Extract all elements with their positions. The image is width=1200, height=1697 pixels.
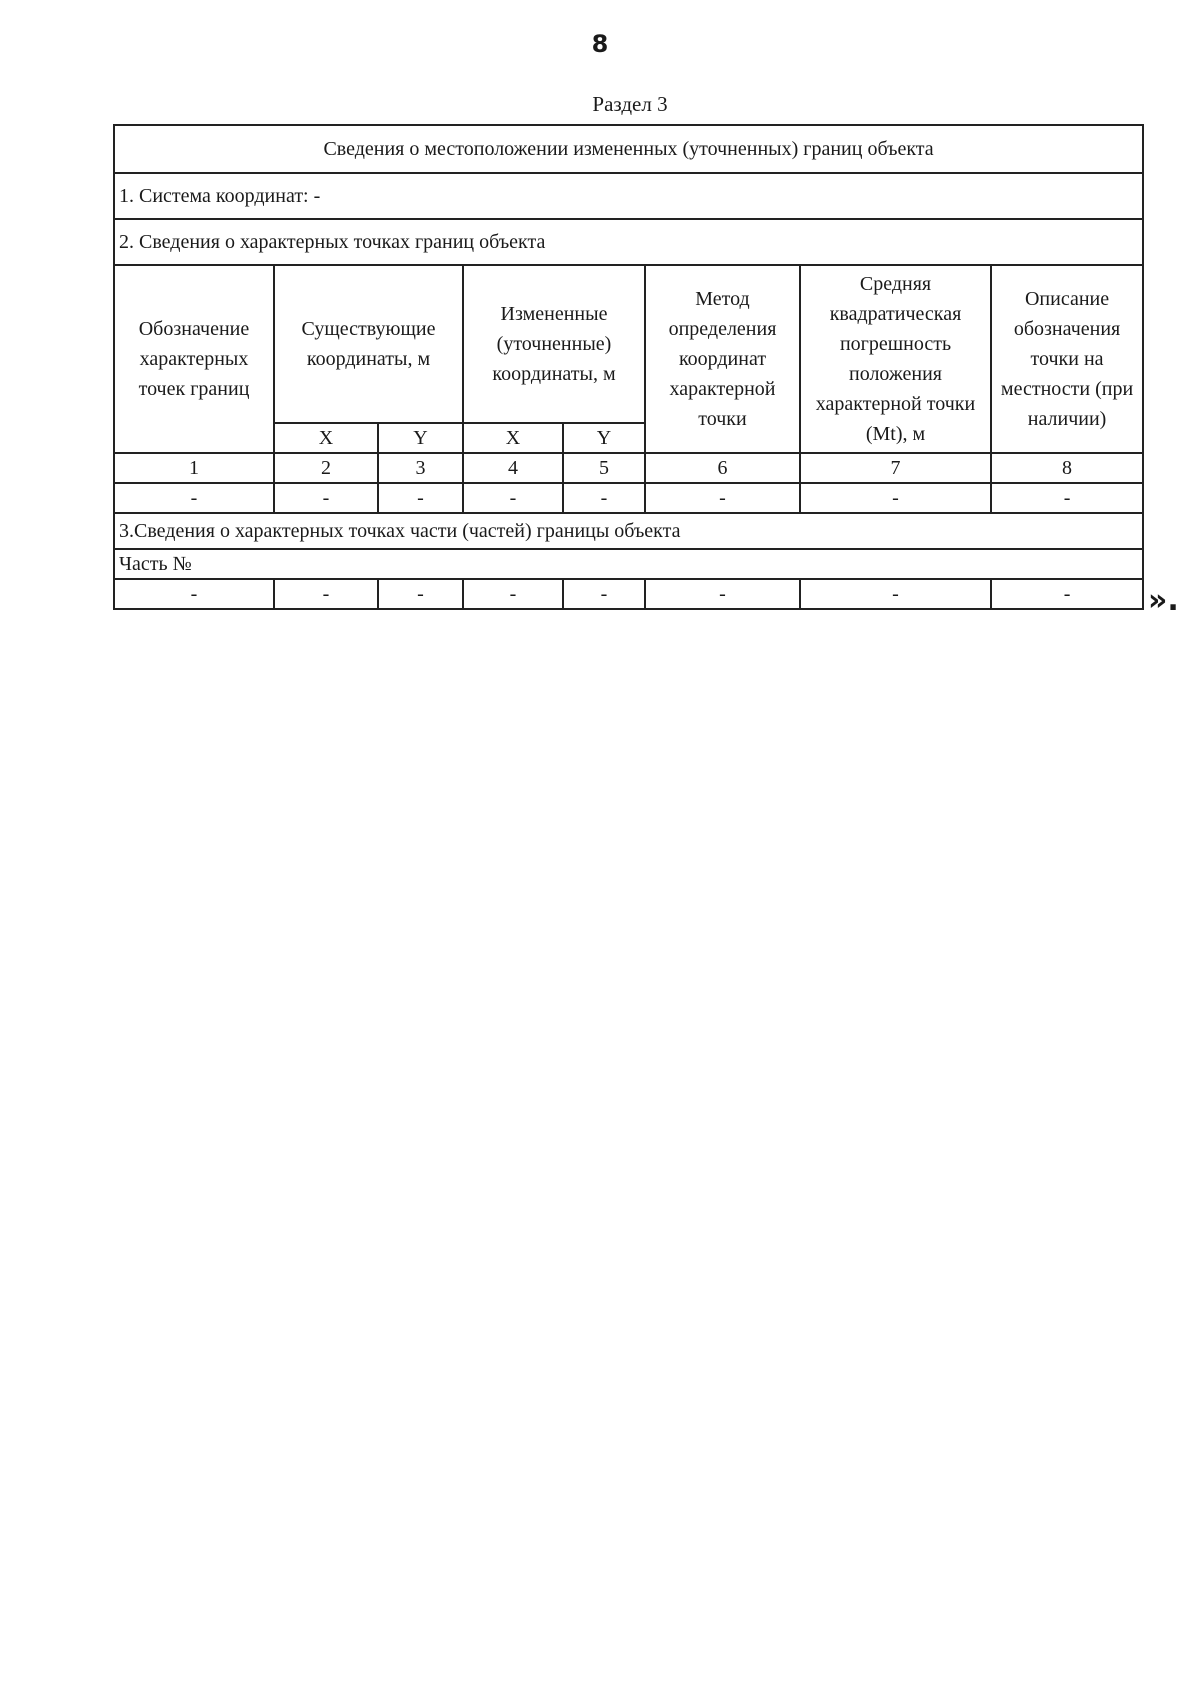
section-label: Раздел 3	[592, 92, 668, 116]
table-cell: -	[114, 483, 274, 513]
column-number: 3	[378, 453, 463, 483]
header-existing-x: X	[274, 423, 378, 453]
table-cell: -	[645, 483, 800, 513]
column-number: 8	[991, 453, 1143, 483]
table-cell: -	[563, 483, 645, 513]
table-cell: -	[378, 579, 463, 609]
table-title-row	[114, 125, 1143, 173]
part-number-label: Часть №	[114, 549, 1143, 579]
coordinate-system-row	[114, 173, 1143, 219]
parts-heading-row	[114, 513, 1143, 549]
points-heading-row	[114, 219, 1143, 265]
table-cell: -	[800, 579, 991, 609]
header-method: Метод определения координат характерной точки	[645, 265, 800, 453]
coordinate-system: 1. Система координат: -	[114, 173, 1143, 219]
table-cell: -	[114, 579, 274, 609]
header-mean-error: Средняя квадратическая погрешность положения характерной точки (Mt), м	[800, 265, 991, 453]
table-cell: -	[463, 483, 563, 513]
table-cell: -	[991, 579, 1143, 609]
header-row	[114, 265, 1143, 423]
table-cell: -	[563, 579, 645, 609]
table-cell: -	[645, 579, 800, 609]
page-number: 8	[591, 30, 609, 58]
column-number: 1	[114, 453, 274, 483]
header-changed-coords: Измененные (уточненные) координаты, м	[463, 265, 645, 423]
header-designation: Обозначение характерных точек границ	[114, 265, 274, 453]
boundary-table	[113, 124, 1144, 610]
table-cell: -	[378, 483, 463, 513]
header-existing-coords: Существующие координаты, м	[274, 265, 463, 423]
table-cell: -	[991, 483, 1143, 513]
header-changed-x: X	[463, 423, 563, 453]
points-data-row	[114, 483, 1143, 513]
header-existing-y: Y	[378, 423, 463, 453]
header-description: Описание обозначения точки на местности (при наличии)	[991, 265, 1143, 453]
table-cell: -	[274, 579, 378, 609]
column-number-row	[114, 453, 1143, 483]
parts-data-row	[114, 579, 1143, 609]
column-number: 7	[800, 453, 991, 483]
table-cell: -	[800, 483, 991, 513]
table-cell: -	[274, 483, 378, 513]
column-number: 4	[463, 453, 563, 483]
column-number: 6	[645, 453, 800, 483]
column-number: 5	[563, 453, 645, 483]
part-number-row	[114, 549, 1143, 579]
header-changed-y: Y	[563, 423, 645, 453]
table-title: Сведения о местоположении измененных (уточненных) границ объекта	[114, 125, 1143, 173]
column-number: 2	[274, 453, 378, 483]
closing-quote: ».	[1148, 583, 1179, 618]
points-heading: 2. Сведения о характерных точках границ объекта	[114, 219, 1143, 265]
parts-heading: 3.Сведения о характерных точках части (частей) границы объекта	[114, 513, 1143, 549]
table-cell: -	[463, 579, 563, 609]
